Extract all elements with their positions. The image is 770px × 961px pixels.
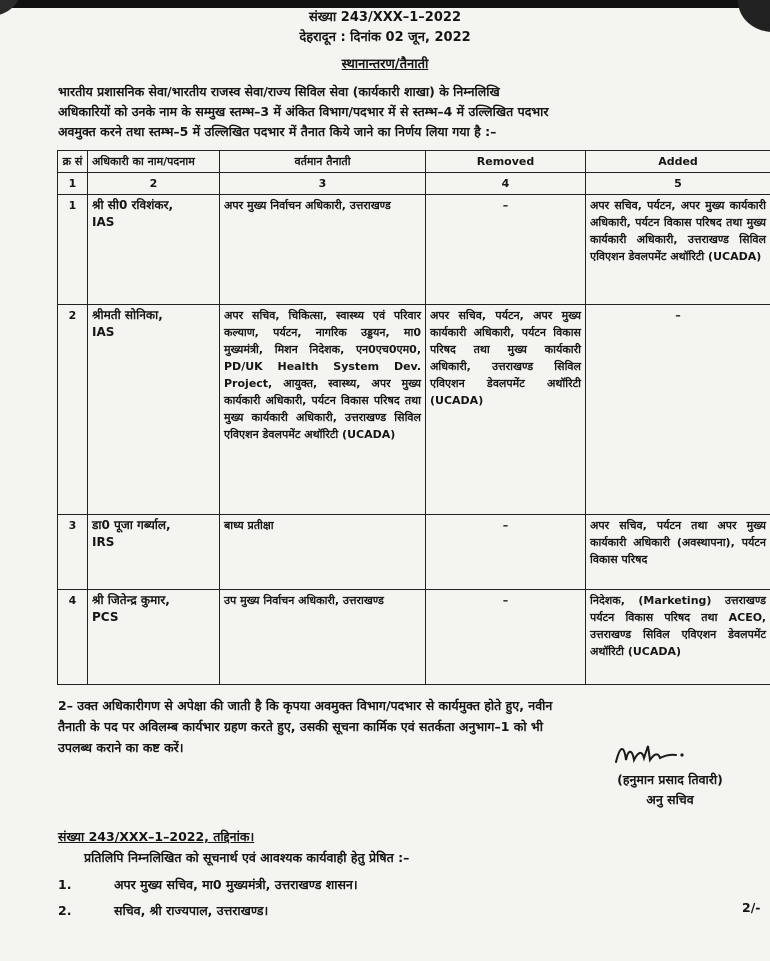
added-charge: निदेशक, (Marketing) उत्तराखण्ड पर्यटन विकास परिषद तथा ACEO, उत्तराखण्ड सिविल एविएशन डेवलपमेंट अथॉरिटी (UCADA) (586, 590, 770, 685)
page-continuation-marker: 2/- (742, 900, 761, 915)
removed-charge: – (426, 590, 586, 685)
current-posting: अपर मुख्य निर्वाचन अधिकारी, उत्तराखण्ड (220, 195, 426, 305)
intro-line: अवमुक्त करने तथा स्तम्भ–5 में उल्लिखित पदभार में तैनात किये जाने का निर्णय लिया गया है :– (58, 124, 497, 139)
instruction-line: तैनाती के पद पर अविलम्ब कार्यभार ग्रहण करते हुए, उसकी सूचना कार्मिक एवं सतर्कता अनुभाग–1 को भी (58, 719, 543, 734)
row-sno: 1 (58, 195, 88, 305)
instruction-line: उपलब्ध कराने का कष्ट करें। (58, 740, 184, 755)
officer-name: श्री सी0 रविशंकर, (92, 198, 174, 212)
current-posting: अपर सचिव, चिकित्सा, स्वास्थ्य एवं परिवार कल्याण, पर्यटन, नागरिक उड्डयन, मा0 मुख्यमंत्री, मिशन निदेशक, एन0एच0एम0, PD/UK Health System Dev. Project, आयुक्त, स्वास्थ्य, अपर मुख्य कार्यकारी अधिकारी, पर्यटन विकास परिषद तथा मुख्य कार्यकारी अधिकारी, उत्तराखण्ड सिविल एविएशन डेवलपमेंट अथॉरिटी (UCADA) (220, 305, 426, 515)
officer-name: श्री जितेन्द्र कुमार, (92, 593, 170, 607)
table-header-row (58, 151, 770, 173)
copy-reference: संख्या 243/XXX–1–2022, तद्दिनांक। (58, 829, 255, 844)
officer-service: IRS (92, 535, 115, 549)
removed-charge: अपर सचिव, पर्यटन, अपर मुख्य कार्यकारी अधिकारी, पर्यटन विकास परिषद तथा मुख्य कार्यकारी अधिकारी, उत्तराखण्ड सिविल एविएशन डेवलपमेंट अथॉरिटी (UCADA) (426, 305, 586, 515)
officer-cell (88, 305, 220, 515)
col-header-sno: क्र सं (58, 151, 88, 173)
column-number-row (58, 173, 770, 195)
col-header-removed: Removed (426, 151, 586, 173)
table-row (58, 305, 770, 515)
intro-line: भारतीय प्रशासनिक सेवा/भारतीय राजस्व सेवा/राज्य सिविल सेवा (कार्यकारी शाखा) के निम्नलिखि (58, 84, 500, 99)
added-charge: अपर सचिव, पर्यटन, अपर मुख्य कार्यकारी अधिकारी, पर्यटन विकास परिषद तथा मुख्य कार्यकारी अधिकारी, उत्तराखण्ड सिविल एविएशन डेवलपमेंट अथॉरिटी (UCADA) (586, 195, 770, 305)
instruction-line: 2– उक्त अधिकारीगण से अपेक्षा की जाती है कि कृपया अवमुक्त विभाग/पदभार से कार्यमुक्त होते हुए, नवीन (58, 698, 553, 713)
col-number: 4 (426, 173, 586, 195)
list-item (58, 898, 761, 924)
officer-service: IAS (92, 215, 115, 229)
list-item-text: सचिव, श्री राज्यपाल, उत्तराखण्ड। (114, 903, 269, 918)
row-sno: 2 (58, 305, 88, 515)
removed-charge: – (426, 515, 586, 590)
col-header-current: वर्तमान तैनाती (220, 151, 426, 173)
signatory-designation: अनु सचिव (646, 792, 694, 807)
col-header-added: Added (586, 151, 770, 173)
copy-intro: प्रतिलिपि निम्नलिखित को सूचनार्थ एवं आवश्यक कार्यवाही हेतु प्रेषित :– (84, 850, 410, 865)
officer-service: IAS (92, 325, 115, 339)
added-charge: अपर सचिव, पर्यटन तथा अपर मुख्य कार्यकारी अधिकारी (अवस्थापना), पर्यटन विकास परिषद (586, 515, 770, 590)
table-row (58, 195, 770, 305)
col-number: 5 (586, 173, 770, 195)
table-row (58, 515, 770, 590)
order-number: संख्या 243/XXX–1–2022 (308, 10, 461, 25)
col-number: 3 (220, 173, 426, 195)
handwritten-signature (612, 740, 722, 768)
list-item-number: 1. (58, 877, 72, 892)
intro-paragraph (58, 82, 770, 142)
intro-line: अधिकारियों को उनके नाम के सम्मुख स्तम्भ–3 में अंकित विभाग/पदभार में से स्तम्भ–4 में उल्लिखित पदभार (58, 104, 549, 119)
signatory-name: (हनुमान प्रसाद तिवारी) (617, 772, 723, 787)
row-sno: 4 (58, 590, 88, 685)
officer-name: श्रीमती सोनिका, (92, 308, 163, 322)
officer-name: डा0 पूजा गर्ब्याल, (92, 518, 171, 532)
col-number: 2 (88, 173, 220, 195)
current-posting: उप मुख्य निर्वाचन अधिकारी, उत्तराखण्ड (220, 590, 426, 685)
signatory-block (580, 770, 760, 810)
table-row (58, 590, 770, 685)
officer-cell (88, 195, 220, 305)
officer-service: PCS (92, 610, 119, 624)
list-item-number: 2. (58, 903, 72, 918)
officer-cell (88, 515, 220, 590)
added-charge: – (586, 305, 770, 515)
place-date: देहरादून : दिनांक 02 जून, 2022 (299, 30, 471, 45)
list-item-text: अपर मुख्य सचिव, मा0 मुख्यमंत्री, उत्तराखण्ड शासन। (114, 877, 358, 892)
row-sno: 3 (58, 515, 88, 590)
current-posting: बाध्य प्रतीक्षा (220, 515, 426, 590)
removed-charge: – (426, 195, 586, 305)
posting-table (57, 150, 770, 685)
officer-cell (88, 590, 220, 685)
subject-heading: स्थानान्तरण/तैनाती (341, 57, 429, 72)
col-number: 1 (58, 173, 88, 195)
copy-list (58, 872, 761, 924)
col-header-officer: अधिकारी का नाम/पदनाम (88, 151, 220, 173)
list-item (58, 872, 758, 898)
